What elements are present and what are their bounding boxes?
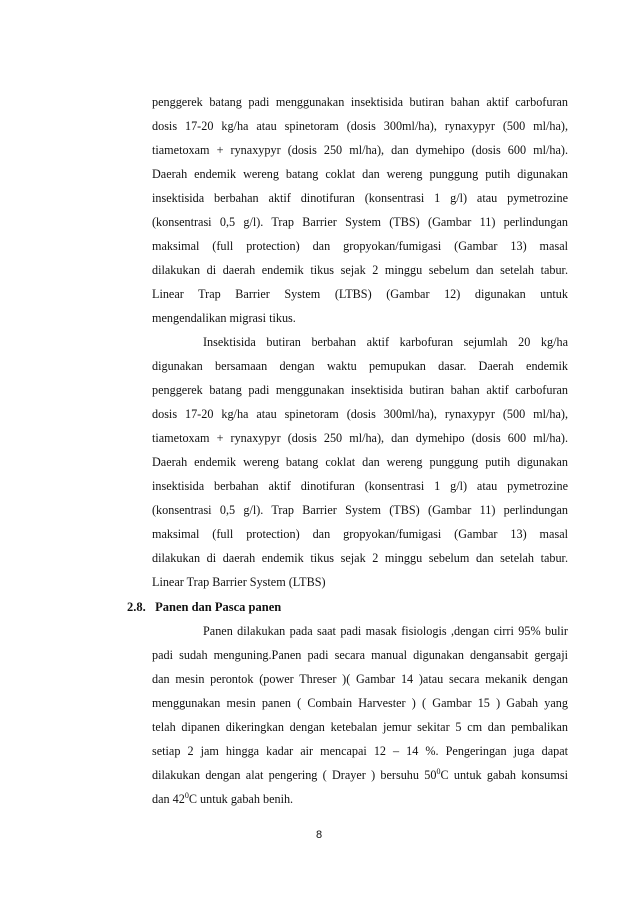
superscript: 0 [436,766,441,776]
text-fragment: dilakukan dengan alat pengering ( Drayer ) bersuhu 50 [152,768,437,782]
text-line: dan mesin perontok (power Threser )( Gambar 14 )atau secara mekanik dengan [152,672,568,686]
text-line: penggerek batang padi menggunakan insektisida butiran bahan aktif carbofuran [152,95,568,109]
text-line: dilakukan di daerah endemik tikus sejak 2 minggu sebelum dan setelah tabur. [152,263,568,277]
text-line: Daerah endemik wereng batang coklat dan wereng punggung putih digunakan [152,455,568,469]
text-line: menggunakan mesin panen ( Combain Harvester ) ( Gambar 15 ) Gabah yang [152,696,568,710]
text-line: digunakan bersamaan dengan waktu pemupukan dasar. Daerah endemik [152,359,568,373]
text-line: insektisida berbahan aktif dinotifuran (konsentrasi 1 g/l) atau pymetrozine [152,479,568,493]
text-line: dilakukan di daerah endemik tikus sejak 2 minggu sebelum dan setelah tabur. [152,551,568,565]
text-line: setiap 2 jam hingga kadar air mencapai 12 – 14 %. Pengeringan juga dapat [152,744,568,758]
text-line: tiametoxam + rynaxypyr (dosis 250 ml/ha), dan dymehipo (dosis 600 ml/ha). [152,143,568,157]
text-line: Daerah endemik wereng batang coklat dan wereng punggung putih digunakan [152,167,568,181]
text-line: dosis 17-20 kg/ha atau spinetoram (dosis 300ml/ha), rynaxypyr (500 ml/ha), [152,119,568,133]
text-line: (konsentrasi 0,5 g/l). Trap Barrier System (TBS) (Gambar 11) perlindungan [152,215,568,229]
text-line: tiametoxam + rynaxypyr (dosis 250 ml/ha), dan dymehipo (dosis 600 ml/ha). [152,431,568,445]
text-line: Insektisida butiran berbahan aktif karbofuran sejumlah 20 kg/ha [203,335,568,349]
text-line: penggerek batang padi menggunakan insektisida butiran bahan aktif carbofuran [152,383,568,397]
text-line: maksimal (full protection) dan gropyokan/fumigasi (Gambar 13) masal [152,527,568,541]
superscript: 0 [184,790,189,800]
text-line [152,791,568,807]
text-line: padi sudah menguning.Panen padi secara manual digunakan dengansabit gergaji [152,648,568,662]
text-line: telah dipanen dikeringkan dengan ketebalan jemur sekitar 5 cm dan pembalikan [152,720,568,734]
text-line: mengendalikan migrasi tikus. [152,311,296,325]
text-line: insektisida berbahan aktif dinotifuran (konsentrasi 1 g/l) atau pymetrozine [152,191,568,205]
text-line: maksimal (full protection) dan gropyokan/fumigasi (Gambar 13) masal [152,239,568,253]
section-number: 2.8. [127,600,146,614]
text-line: dosis 17-20 kg/ha atau spinetoram (dosis 300ml/ha), rynaxypyr (500 ml/ha), [152,407,568,421]
text-fragment: C untuk gabah konsumsi [440,768,568,782]
text-line: Linear Trap Barrier System (LTBS) [152,575,326,589]
text-fragment: C untuk gabah benih. [188,792,294,806]
section-heading [127,599,281,615]
text-line: (konsentrasi 0,5 g/l). Trap Barrier System (TBS) (Gambar 11) perlindungan [152,503,568,517]
text-line: Panen dilakukan pada saat padi masak fisiologis ,dengan cirri 95% bulir [203,624,568,638]
page-number: 8 [315,829,323,841]
text-line: Linear Trap Barrier System (LTBS) (Gambar 12) digunakan untuk [152,287,568,301]
text-line [152,767,568,783]
text-fragment: dan 42 [152,792,185,806]
section-title: Panen dan Pasca panen [155,600,282,614]
